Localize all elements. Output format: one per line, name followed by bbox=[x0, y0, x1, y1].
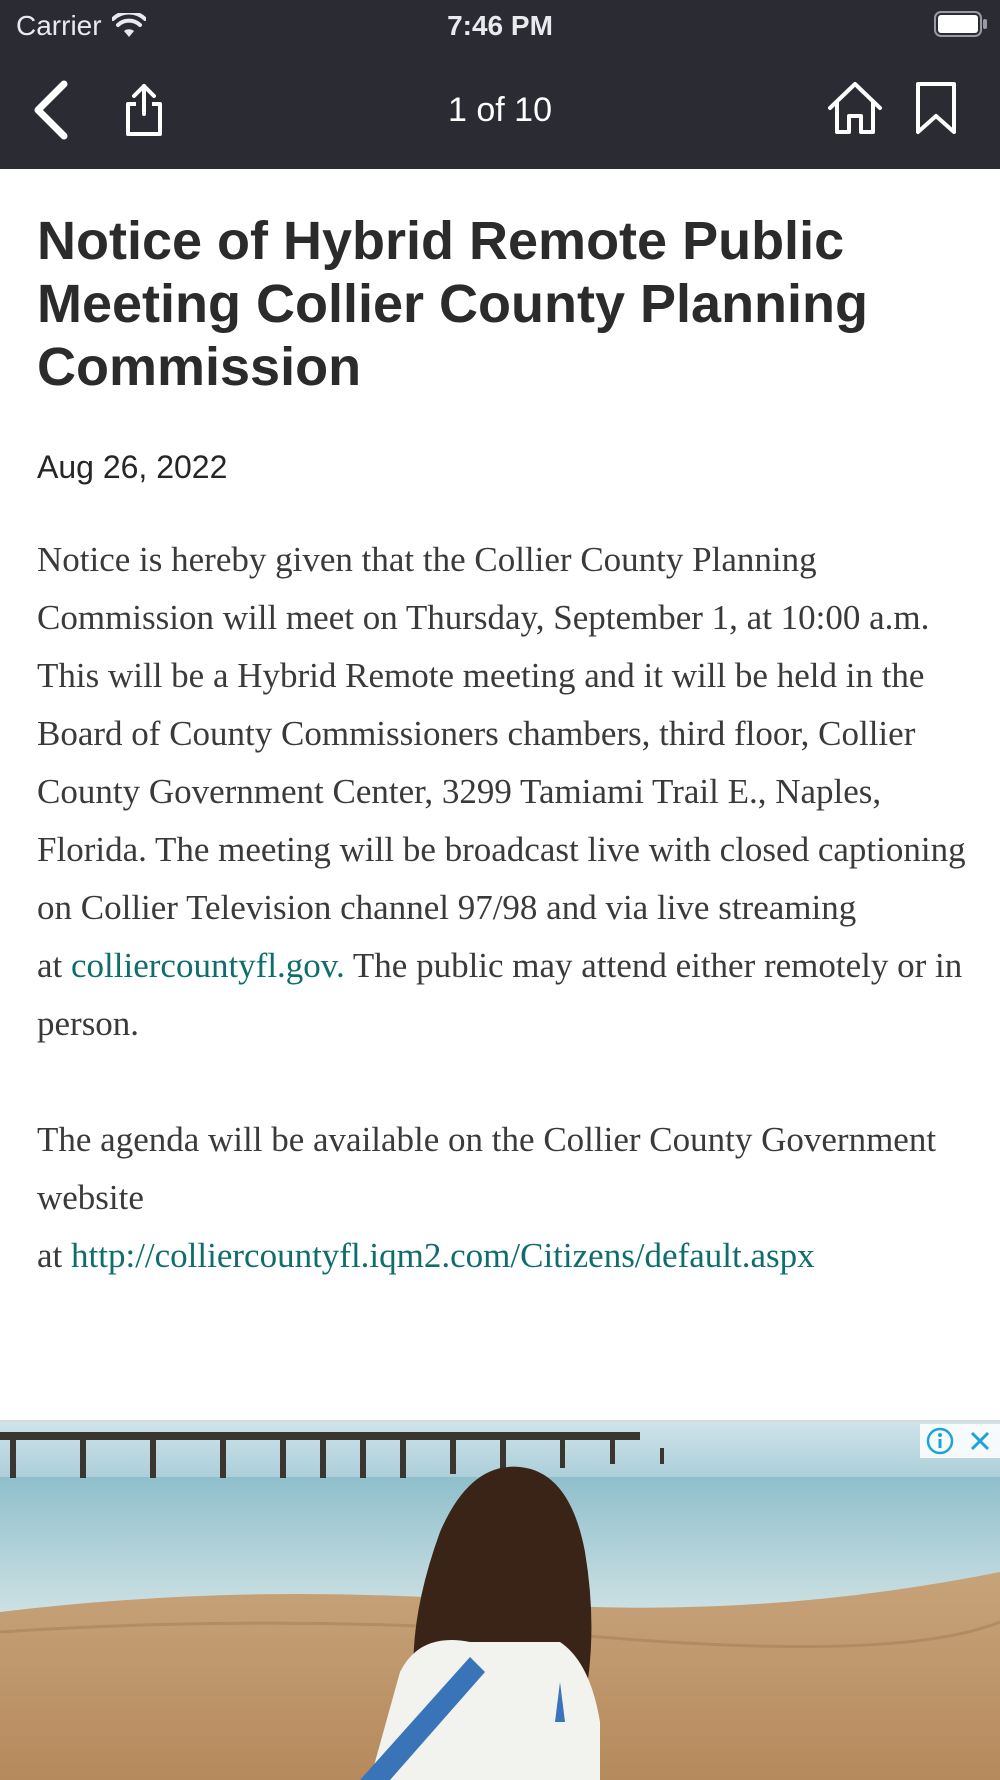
ad-info-button[interactable] bbox=[920, 1424, 960, 1458]
top-bar bbox=[0, 0, 1000, 169]
home-icon[interactable] bbox=[826, 80, 884, 136]
paragraph-2 bbox=[37, 1111, 967, 1285]
battery-icon bbox=[934, 11, 988, 37]
paragraph-1 bbox=[37, 531, 967, 1053]
article bbox=[37, 210, 967, 1285]
status-time: 7:46 PM bbox=[447, 10, 553, 41]
article-date: Aug 26, 2022 bbox=[37, 449, 228, 485]
ad-info-icon[interactable] bbox=[926, 1427, 954, 1455]
agenda-link[interactable]: http://colliercountyfl.iqm2.com/Citizens/default.aspx bbox=[71, 1236, 815, 1275]
ad-controls bbox=[920, 1424, 1000, 1458]
paragraph-1-text: Notice is hereby given that the Collier County Planning Commission will meet on Thursday, September 1, at 10:00 a.m. This will be a Hybrid Remote meeting and it will be held in the Board of County Commissioners chambers, third floor, Collier County Government Center, 3299 Tamiami Trail E., Naples, Florida. The meeting will be broadcast live with closed captioning on Collier Television channel 97/98 and via live streaming bbox=[37, 540, 966, 927]
paragraph-2-text: The agenda will be available on the Collier County Government website bbox=[37, 1120, 937, 1217]
page-indicator: 1 of 10 bbox=[448, 91, 552, 129]
ad-image[interactable] bbox=[0, 1422, 1000, 1780]
paragraph-1-at: at bbox=[37, 946, 72, 985]
county-website-link[interactable]: colliercountyfl.gov. bbox=[71, 946, 345, 985]
bookmark-icon[interactable] bbox=[912, 80, 960, 136]
paragraph-1-tail: The public may attend either remotely or in person. bbox=[37, 946, 963, 1043]
ad-banner[interactable] bbox=[0, 1420, 1000, 1780]
ad-close-button[interactable] bbox=[960, 1424, 1000, 1458]
article-title: Notice of Hybrid Remote Public Meeting Collier County Planning Commission bbox=[37, 211, 869, 397]
paragraph-2-at: at bbox=[37, 1236, 72, 1275]
carrier-label: Carrier bbox=[16, 10, 102, 41]
ad-close-icon[interactable] bbox=[968, 1429, 992, 1453]
article-body bbox=[37, 531, 967, 1285]
